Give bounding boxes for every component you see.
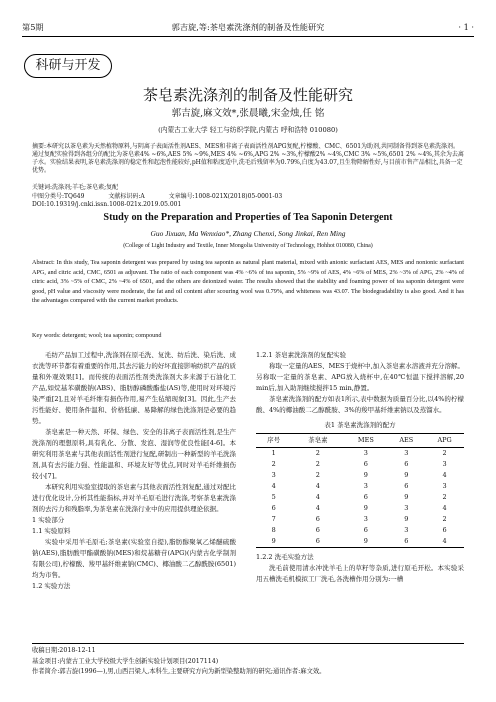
table-cell: 2 <box>271 460 276 468</box>
table-row <box>256 481 464 492</box>
table-cell: 3 <box>363 449 368 457</box>
table-row <box>256 448 464 460</box>
section-heading: 1.2 实验方法 <box>32 582 71 590</box>
table-cell: 9 <box>256 536 291 548</box>
keywords-cn: 关键词:洗涤剂;羊毛;茶皂素;复配 <box>32 184 119 191</box>
abstract-cn: 摘要:本研究以茶皂素为天然植物原料,与阴离子表面活性剂AES、MES和非离子表面活性剂APG复配,柠檬酸、CMC、6501为助剂,共同制备得到茶皂素洗涤剂。通过复配实验得到各组分的配比为茶皂素4% ~6%,AES 5% ~9%,MES 4% ~6%,APG 2% ~3%,柠檬酸2% ~4%,CMC 3% ~5%,6501 2% ~4%,其余为去离子水。实验结果表明,茶皂素洗涤剂的稳定性和起泡性能较好,pH值和粘度适中,洗毛后残留率为0.79%,白度为43.07,且生物降解性好,与目前市售产品相比,具备一定优势。 <box>32 143 464 174</box>
affiliation-en: (College of Light Industry and Textile, Inner Mongolia University of Technology, Hohhot 010080, China) <box>123 243 373 249</box>
footnote-line: 基金项目:内蒙古工业大学校级大学生创新实验计划项目(2017114) <box>32 657 219 665</box>
doi: DOI:10.19319/j.cnki.issn.1008-021x.2019.05.001 <box>32 201 182 208</box>
authors-en: Guo Jixuan, Ma Wenxiao*, Zhang Chenxi, Song Jinkai, Ren Ming <box>150 229 346 238</box>
paragraph: 茶皂素洗涤剂的配方如表1所示,表中数据为质量百分比,以4%的柠檬酸、4%的椰油酸二乙醇酰胺、3%的羧甲基纤维素钠以及蒸馏水。 <box>256 395 464 414</box>
paper-title: 茶皂素洗涤剂的制备及性能研究 <box>142 86 353 104</box>
title-en: Study on the Preparation and Properties of Tea Saponin Detergent <box>103 212 393 223</box>
table-row <box>256 459 464 470</box>
table-cell: 3 <box>442 460 447 468</box>
table-cell: 5 <box>271 493 276 501</box>
doc-code: 文献标识码:A <box>108 193 145 200</box>
table-cell: 6 <box>404 482 409 490</box>
paragraph: 茶皂素是一种天然、环保、绿色、安全的非离子表面活性剂,是生产洗涤剂的理想原料,具有乳化、分散、发泡、湿润等优良性能[4-6]。本研究利用茶皂素与其他表面活性剂进行复配,研制出一种新型的羊毛洗涤剂,具有去污能力强、性能温和、环境友好等优点,同时对羊毛纤维损伤较小[7]。 <box>32 428 236 480</box>
table-cell: 6 <box>363 526 368 534</box>
table-cell: 4 <box>425 536 464 548</box>
affiliation: (内蒙古工业大学 轻工与纺织学院,内蒙古 呼和浩特 010080) <box>158 126 338 134</box>
table-cell: 6 <box>404 460 409 468</box>
table-cell: 2 <box>315 449 320 457</box>
footnote-line: 作者简介:郭吉旋(1996—),男,山西吕梁人,本科生,主要研究方向为新型染整助剂的研究;通讯作者:麻文效。 <box>32 668 326 675</box>
table-row <box>256 525 464 536</box>
table-cell: 6 <box>363 493 368 501</box>
table-cell: 2 <box>315 471 320 479</box>
table-cell: 3 <box>363 515 368 523</box>
table-cell: 6 <box>315 526 320 534</box>
table-cell: 2 <box>442 515 447 523</box>
table-row <box>256 492 464 503</box>
section-heading: 1.1 实验原料 <box>32 527 71 535</box>
table-cell: 9 <box>404 515 409 523</box>
table-header-cell: APG <box>425 434 464 448</box>
article-number: 文章编号:1008-021X(2018)05-0001-03 <box>168 193 283 200</box>
table-cell: 2 <box>442 493 447 501</box>
table-row <box>256 536 464 548</box>
section-heading: 1 实验部分 <box>32 516 65 524</box>
table-cell: 3 <box>404 504 409 512</box>
clc-number: 中图分类号:TQ649 <box>32 193 85 200</box>
table-cell: 2 <box>315 460 320 468</box>
table-cell: 3 <box>442 482 447 490</box>
table-cell: 4 <box>271 482 276 490</box>
table-cell: 4 <box>315 482 320 490</box>
table-cell: 9 <box>363 504 368 512</box>
table-cell: 9 <box>404 471 409 479</box>
table-cell: 4 <box>442 471 447 479</box>
page-number: · 1 · <box>458 22 474 32</box>
table-cell: 6 <box>387 536 425 548</box>
table-cell: 3 <box>363 482 368 490</box>
body-left-column <box>32 350 236 592</box>
table-cell: 9 <box>404 493 409 501</box>
table-cell: 9 <box>363 471 368 479</box>
table-header-cell: MES <box>344 434 387 448</box>
table-row <box>256 503 464 514</box>
authors: 郭吉旋,麻文效*,张晨曦,宋金烛,任 铭 <box>171 108 325 119</box>
table-title: 表1 茶皂素洗涤剂的配方 <box>324 421 396 429</box>
table-header-cell: 茶皂素 <box>291 434 344 448</box>
classification-meta <box>32 191 464 200</box>
table-cell: 3 <box>271 471 276 479</box>
table-cell: 4 <box>315 493 320 501</box>
running-header <box>22 20 474 37</box>
paragraph: 实验中采用羊毛原毛;茶皂素(实验室自提),脂肪醇聚氧乙烯醚硫酸钠(AES),脂肪酸甲酯磺酸钠(MES)和烷基糖苷(APG)(内蒙古化学制剂有限公司),柠檬酸、羧甲基纤维素钠(CMC)、椰油酸二乙醇酰胺(6501)均为市售。 <box>32 538 236 579</box>
paragraph: 洗毛前使用清水冲洗羊毛上的草籽等杂质,进行原毛开松。本实验采用五槽洗毛机模拟工厂洗毛,各洗槽作用分别为:一槽 <box>256 564 464 583</box>
paragraph: 称取一定量的AES、MES于烧杯中,加入茶皂素水溶液并充分溶解。另称取一定量的茶皂素、APG放入烧杯中,在40℃恒温下搅拌溶解,20 min后,加入助剂继续搅拌15 min,静置。 <box>256 362 464 392</box>
paragraph: 本研究利用实验室提取的茶皂素与其他表面活性剂复配,通过对配比进行优化设计,分析其性能指标,并对羊毛原毛进行洗涤,考察茶皂素洗涤剂的去污力和残脂率,为茶皂素在洗涤行业中的应用提供理论依据。 <box>32 483 236 513</box>
body-right-column <box>256 350 464 585</box>
abstract-en: Abstract: In this study, Tea saponin detergent was prepared by using tea saponin as natural plant material, mixed with anionic surfactant AES, MES and nonionic surfactant APG, and citric acid, CMC, 6501 as adjuvant. The ratio of each component was 4% ~6% of tea saponin, 5% ~9% of AES, 4% ~6% of MES, 2% ~3% of APG, 2% ~4% of citric acid, 3% ~5% of CMC, 2% ~4% of 6501, and the others are deionized water. The results showed that the stability and foaming power of tea saponin detergent were good, pH value and viscosity were moderate, the fat and oil content after scouring wool was 0.79%, and whiteness was 43.07. The biodegradability is also good. And it has the advantages compared with the current market products. <box>32 259 464 305</box>
issue-number: 第5期 <box>22 22 44 32</box>
running-title: 郭吉旋,等:茶皂素洗涤剂的制备及性能研究 <box>171 22 325 32</box>
section-tag: 科研与开发 <box>24 54 112 78</box>
table-header-cell: AES <box>387 434 425 448</box>
table-cell: 6 <box>363 460 368 468</box>
keywords-en: Key words: detergent; wool; tea saponin; compound <box>32 332 162 339</box>
table-cell: 6 <box>271 504 276 512</box>
table-cell: 2 <box>442 449 447 457</box>
section-heading: 1.2.1 茶皂素洗涤剂的复配实验 <box>256 351 347 359</box>
table-cell: 6 <box>315 515 320 523</box>
footnote <box>32 643 464 678</box>
table-cell: 6 <box>291 536 344 548</box>
paragraph: 毛纺产品加工过程中,洗涤剂在原毛洗、复洗、纺后洗、染后洗、成衣洗等环节都有着重要的作用,其去污能力的好坏直接影响纺织产品的质量和外观效果[1]。而传统的表面活性剂类洗涤剂大多来源于石油化工产品,如烷基苯磺酸钠(ABS)、脂肪醇磷酸酯盐(AS)等,使用时对环境污染严重[2],且对羊毛纤维有损伤作用,易产生毡缩现象[3]。因此,生产去污性能好、使用条件温和、价格低廉、易降解的绿色洗涤剂是必要的趋势。 <box>32 351 236 425</box>
table-cell: 4 <box>442 504 447 512</box>
table-row <box>256 514 464 525</box>
table-cell: 3 <box>404 449 409 457</box>
footnote-line: 收稿日期:2018-12-11 <box>32 647 96 654</box>
table-cell: 8 <box>271 526 276 534</box>
table-cell: 7 <box>271 515 276 523</box>
table-cell: 3 <box>404 526 409 534</box>
table-cell: 4 <box>315 504 320 512</box>
table-cell: 1 <box>271 449 276 457</box>
table-header-cell: 序号 <box>256 434 291 448</box>
table-row <box>256 470 464 481</box>
table-cell: 6 <box>442 526 447 534</box>
formula-table <box>256 433 464 548</box>
section-heading: 1.2.2 洗毛实验方法 <box>256 553 314 561</box>
table-cell: 9 <box>344 536 387 548</box>
